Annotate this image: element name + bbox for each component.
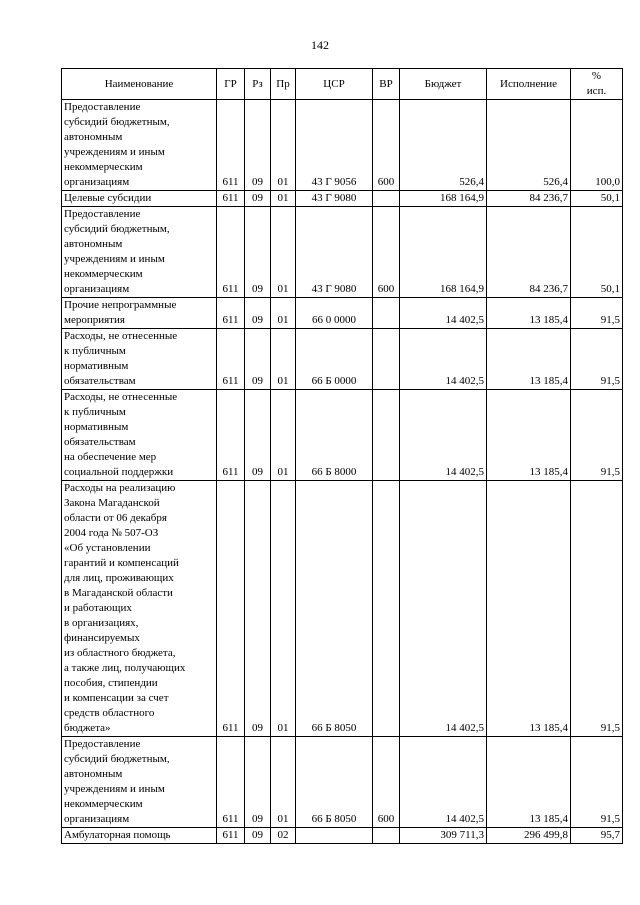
cell-pct: 91,5 — [571, 329, 623, 390]
header-rz: Рз — [245, 69, 271, 100]
cell-execution: 84 236,7 — [487, 207, 571, 298]
table-row — [62, 298, 623, 329]
table-body — [62, 100, 623, 844]
cell-gr: 611 — [217, 737, 245, 828]
header-csr: ЦСР — [296, 69, 373, 100]
cell-budget: 309 711,3 — [400, 828, 487, 844]
cell-pct: 91,5 — [571, 481, 623, 737]
cell-name: Расходы, не отнесенные к публичным нормативным обязательствам на обеспечение мер социальной поддержки — [62, 390, 217, 481]
cell-pct: 50,1 — [571, 207, 623, 298]
cell-gr: 611 — [217, 207, 245, 298]
cell-gr: 611 — [217, 329, 245, 390]
cell-name: Предоставление субсидий бюджетным, автономным учреждениям и иным некоммерческим организациям — [62, 737, 217, 828]
cell-csr — [296, 828, 373, 844]
cell-gr: 611 — [217, 191, 245, 207]
cell-budget: 14 402,5 — [400, 390, 487, 481]
header-name: Наименование — [62, 69, 217, 100]
header-pct: % исп. — [571, 69, 623, 100]
cell-gr: 611 — [217, 100, 245, 191]
cell-pct: 95,7 — [571, 828, 623, 844]
cell-execution: 13 185,4 — [487, 298, 571, 329]
cell-pr: 01 — [271, 298, 296, 329]
table-row — [62, 207, 623, 298]
cell-pr: 01 — [271, 191, 296, 207]
cell-budget: 526,4 — [400, 100, 487, 191]
cell-pct: 91,5 — [571, 390, 623, 481]
cell-execution: 526,4 — [487, 100, 571, 191]
cell-rz: 09 — [245, 191, 271, 207]
cell-rz: 09 — [245, 298, 271, 329]
cell-rz: 09 — [245, 737, 271, 828]
cell-rz: 09 — [245, 481, 271, 737]
cell-execution: 13 185,4 — [487, 329, 571, 390]
cell-rz: 09 — [245, 207, 271, 298]
cell-csr: 66 Б 8050 — [296, 481, 373, 737]
cell-csr: 43 Г 9056 — [296, 100, 373, 191]
cell-execution: 296 499,8 — [487, 828, 571, 844]
cell-name: Расходы на реализацию Закона Магаданской области от 06 декабря 2004 года № 507-ОЗ «Об установлении гарантий и компенсаций для лиц, проживающих в Магаданской области и работающих в организациях, финансируемых из областного бюджета, а также лиц, получающих пособия, стипендии и компенсации за счет средств областного бюджета» — [62, 481, 217, 737]
cell-budget: 14 402,5 — [400, 298, 487, 329]
cell-rz: 09 — [245, 390, 271, 481]
table-row — [62, 390, 623, 481]
cell-name: Предоставление субсидий бюджетным, автономным учреждениям и иным некоммерческим организациям — [62, 100, 217, 191]
cell-pr: 01 — [271, 100, 296, 191]
cell-vr: 600 — [373, 207, 400, 298]
cell-rz: 09 — [245, 329, 271, 390]
cell-name: Предоставление субсидий бюджетным, автономным учреждениям и иным некоммерческим организациям — [62, 207, 217, 298]
header-execution: Исполнение — [487, 69, 571, 100]
cell-vr — [373, 390, 400, 481]
cell-csr: 43 Г 9080 — [296, 207, 373, 298]
cell-budget: 14 402,5 — [400, 737, 487, 828]
cell-pct: 50,1 — [571, 191, 623, 207]
cell-execution: 84 236,7 — [487, 191, 571, 207]
cell-vr: 600 — [373, 737, 400, 828]
cell-pct: 91,5 — [571, 298, 623, 329]
cell-csr: 66 Б 8050 — [296, 737, 373, 828]
page-number: 142 — [311, 38, 329, 52]
cell-vr — [373, 329, 400, 390]
cell-vr: 600 — [373, 100, 400, 191]
budget-table — [61, 68, 623, 844]
cell-vr — [373, 481, 400, 737]
cell-pr: 01 — [271, 481, 296, 737]
header-budget: Бюджет — [400, 69, 487, 100]
cell-rz: 09 — [245, 828, 271, 844]
cell-vr — [373, 191, 400, 207]
cell-gr: 611 — [217, 828, 245, 844]
cell-pr: 01 — [271, 207, 296, 298]
cell-execution: 13 185,4 — [487, 481, 571, 737]
cell-execution: 13 185,4 — [487, 737, 571, 828]
cell-csr: 43 Г 9080 — [296, 191, 373, 207]
table-row — [62, 828, 623, 844]
table-row — [62, 481, 623, 737]
cell-rz: 09 — [245, 100, 271, 191]
cell-pr: 02 — [271, 828, 296, 844]
cell-name: Амбулаторная помощь — [62, 828, 217, 844]
cell-budget: 14 402,5 — [400, 329, 487, 390]
header-vr: ВР — [373, 69, 400, 100]
cell-name: Целевые субсидии — [62, 191, 217, 207]
table-row — [62, 737, 623, 828]
cell-name: Расходы, не отнесенные к публичным нормативным обязательствам — [62, 329, 217, 390]
cell-budget: 14 402,5 — [400, 481, 487, 737]
cell-pct: 100,0 — [571, 100, 623, 191]
header-gr: ГР — [217, 69, 245, 100]
cell-name: Прочие непрограммные мероприятия — [62, 298, 217, 329]
cell-budget: 168 164,9 — [400, 191, 487, 207]
cell-gr: 611 — [217, 298, 245, 329]
cell-pct: 91,5 — [571, 737, 623, 828]
cell-csr: 66 0 0000 — [296, 298, 373, 329]
cell-pr: 01 — [271, 329, 296, 390]
cell-execution: 13 185,4 — [487, 390, 571, 481]
cell-gr: 611 — [217, 390, 245, 481]
cell-csr: 66 Б 8000 — [296, 390, 373, 481]
cell-vr — [373, 828, 400, 844]
cell-csr: 66 Б 0000 — [296, 329, 373, 390]
cell-pr: 01 — [271, 390, 296, 481]
table-row — [62, 329, 623, 390]
table-header-row — [62, 69, 623, 100]
cell-vr — [373, 298, 400, 329]
table-row — [62, 100, 623, 191]
cell-pr: 01 — [271, 737, 296, 828]
cell-budget: 168 164,9 — [400, 207, 487, 298]
cell-gr: 611 — [217, 481, 245, 737]
table-row — [62, 191, 623, 207]
header-pr: Пр — [271, 69, 296, 100]
